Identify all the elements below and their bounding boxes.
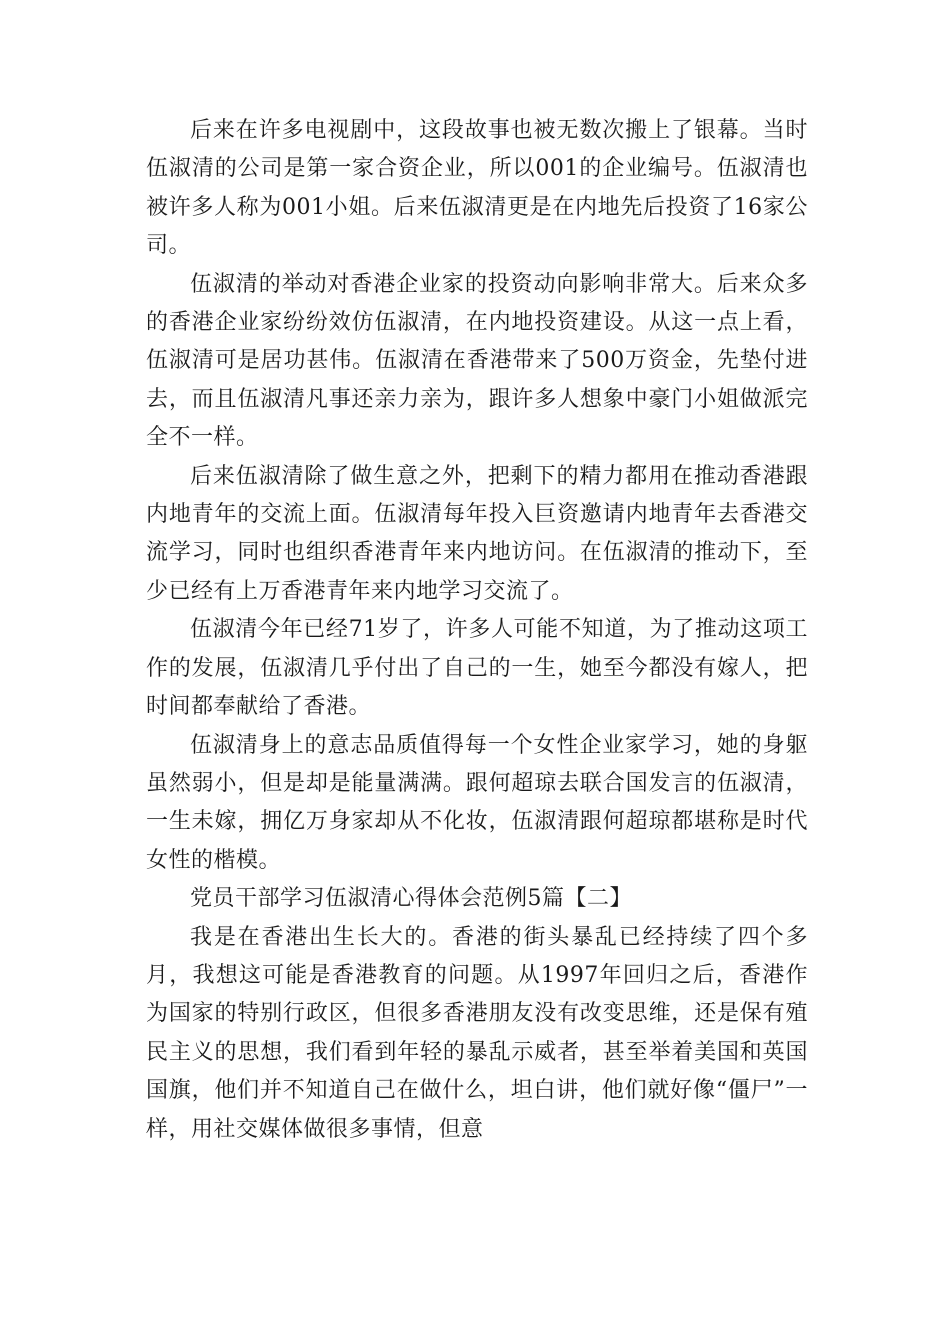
section-heading: 党员干部学习伍淑清心得体会范例5篇【二】 [190, 886, 632, 912]
paragraph-3: 后来伍淑清除了做生意之外，把剩下的精力都用在推动香港跟内地青年的交流上面。伍淑清每年投入巨资邀请内地青年去香港交流学习，同时也组织香港青年来内地访问。在伍淑清的推动下，至少已经有上万香港青年来内地学习交流了。 [146, 463, 808, 604]
paragraph-2: 伍淑清的举动对香港企业家的投资动向影响非常大。后来众多的香港企业家纷纷效仿伍淑清，在内地投资建设。从这一点上看，伍淑清可是居功甚伟。伍淑清在香港带来了500万资金，先垫付进去，而且伍淑清凡事还亲力亲为，跟许多人想象中豪门小姐做派完全不一样。 [146, 271, 808, 451]
paragraph-5: 伍淑清身上的意志品质值得每一个女性企业家学习，她的身躯虽然弱小，但是却是能量满满。跟何超琼去联合国发言的伍淑清，一生未嫁，拥亿万身家却从不化妆，伍淑清跟何超琼都堪称是时代女性的楷模。 [146, 732, 808, 873]
paragraph-1: 后来在许多电视剧中，这段故事也被无数次搬上了银幕。当时伍淑清的公司是第一家合资企业，所以001的企业编号。伍淑清也被许多人称为001小姐。后来伍淑清更是在内地先后投资了16家公司。 [146, 118, 808, 259]
paragraph-4: 伍淑清今年已经71岁了，许多人可能不知道，为了推动这项工作的发展，伍淑清几乎付出了自己的一生，她至今都没有嫁人，把时间都奉献给了香港。 [146, 617, 808, 720]
section-paragraph-1: 我是在香港出生长大的。香港的街头暴乱已经持续了四个多月，我想这可能是香港教育的问题。从1997年回归之后，香港作为国家的特别行政区，但很多香港朋友没有改变思维，还是保有殖民主义的思想，我们看到年轻的暴乱示威者，甚至举着美国和英国国旗，他们并不知道自己在做什么，坦白讲，他们就好像“僵尸”一样，用社交媒体做很多事情，但意 [146, 924, 808, 1142]
document-body [146, 112, 808, 1149]
